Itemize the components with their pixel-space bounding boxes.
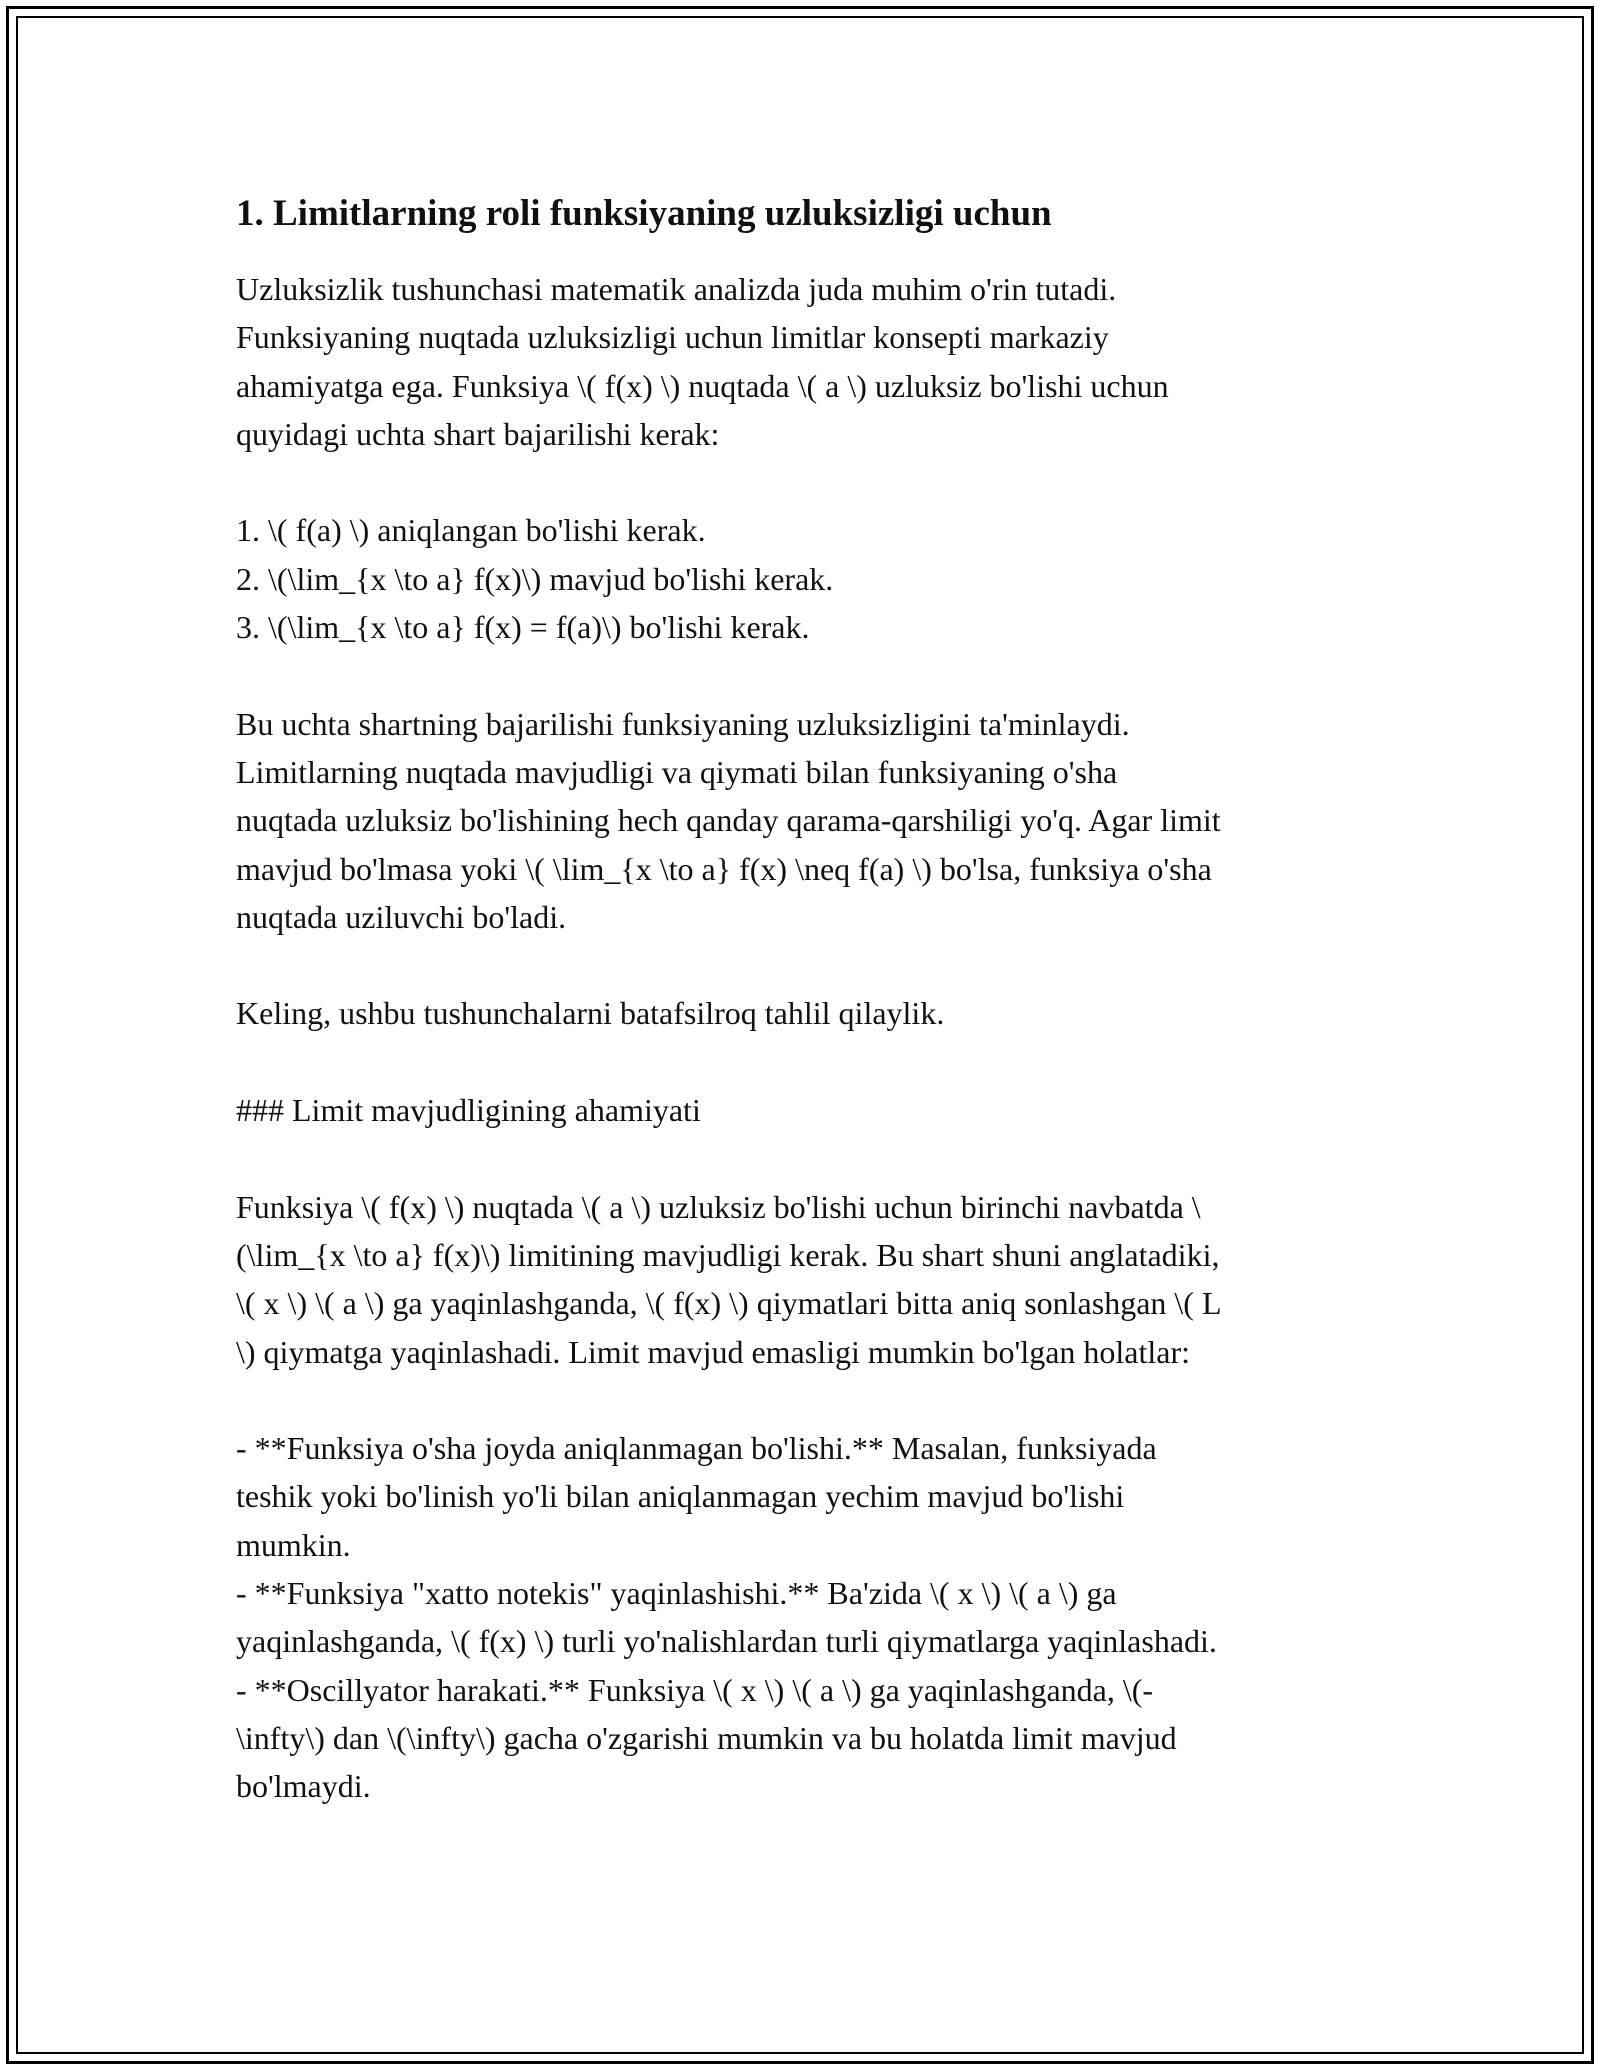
intro-paragraph: Uzluksizlik tushunchasi matematik analizda juda muhim o'rin tutadi. Funksiyaning nuqtada uzluksizligi uchun limitlar konsepti markaziy ahamiyatga ega. Funksiya \( f(x) \) nuqtada \( a \) uzluksiz bo'lishi uchun quyidagi uchta shart bajarilishi kerak: <box>236 271 1169 452</box>
spacer <box>236 1134 1376 1182</box>
conditions-list: 1. \( f(a) \) aniqlangan bo'lishi kerak. 2. \(\lim_{x \to a} f(x)\) mavjud bo'lishi kerak. 3. \(\lim_{x \to a} f(x) = f(a)\) bo'lishi kerak. <box>236 512 834 646</box>
subheading-line: ### Limit mavjudligining ahamiyati <box>236 1092 701 1129</box>
limit-existence-paragraph: Funksiya \( f(x) \) nuqtada \( a \) uzluksiz bo'lishi uchun birinchi navbatda \ (\lim_{x \to a} f(x)\) limitining mavjudligi kerak. Bu shart shuni anglatadiki, \( x \) \( a \) ga yaqinlashganda, \( f(x) \) qiymatlari bitta aniq sonlashgan \( L \) qiymatga yaqinlashadi. Limit mavjud emasligi mumkin bo'lgan holatlar: <box>236 1188 1222 1370</box>
spacer <box>236 458 1376 506</box>
spacer <box>236 1376 1376 1424</box>
spacer <box>236 1038 1376 1086</box>
document-body <box>236 183 1376 1811</box>
section-heading: 1. Limitlarning roli funksiyaning uzluksizligi uchun <box>236 193 1052 234</box>
transition-paragraph: Keling, ushbu tushunchalarni batafsilroq tahlil qilaylik. <box>236 995 945 1032</box>
cases-list: - **Funksiya o'sha joyda aniqlanmagan bo'lishi.** Masalan, funksiyada teshik yoki bo'linish yo'li bilan aniqlanmagan yechim mavjud bo'lishi mumkin. - **Funksiya "xatto notekis" yaqinlashishi.** Ba'zida \( x \) \( a \) ga yaqinlashganda, \( f(x) \) turli yo'nalishlardan turli qiymatlarga yaqinlashadi. - **Oscillyator harakati.** Funksiya \( x \) \( a \) ga yaqinlashganda, \(- \infty\) dan \(\infty\) gacha o'zgarishi mumkin va bu holatda limit mavjud bo'lmaydi. <box>236 1430 1217 1805</box>
continuity-paragraph: Bu uchta shartning bajarilishi funksiyaning uzluksizligini ta'minlaydi. Limitlarning nuqtada mavjudligi va qiymati bilan funksiyaning o'sha nuqtada uzluksiz bo'lishining hech qanday qarama-qarshiligi yo'q. Agar limit mavjud bo'lmasa yoki \( \lim_{x \to a} f(x) \neq f(a) \) bo'lsa, funksiya o'sha nuqtada uziluvchi bo'ladi. <box>236 705 1221 935</box>
spacer <box>236 651 1376 699</box>
spacer <box>236 941 1376 989</box>
